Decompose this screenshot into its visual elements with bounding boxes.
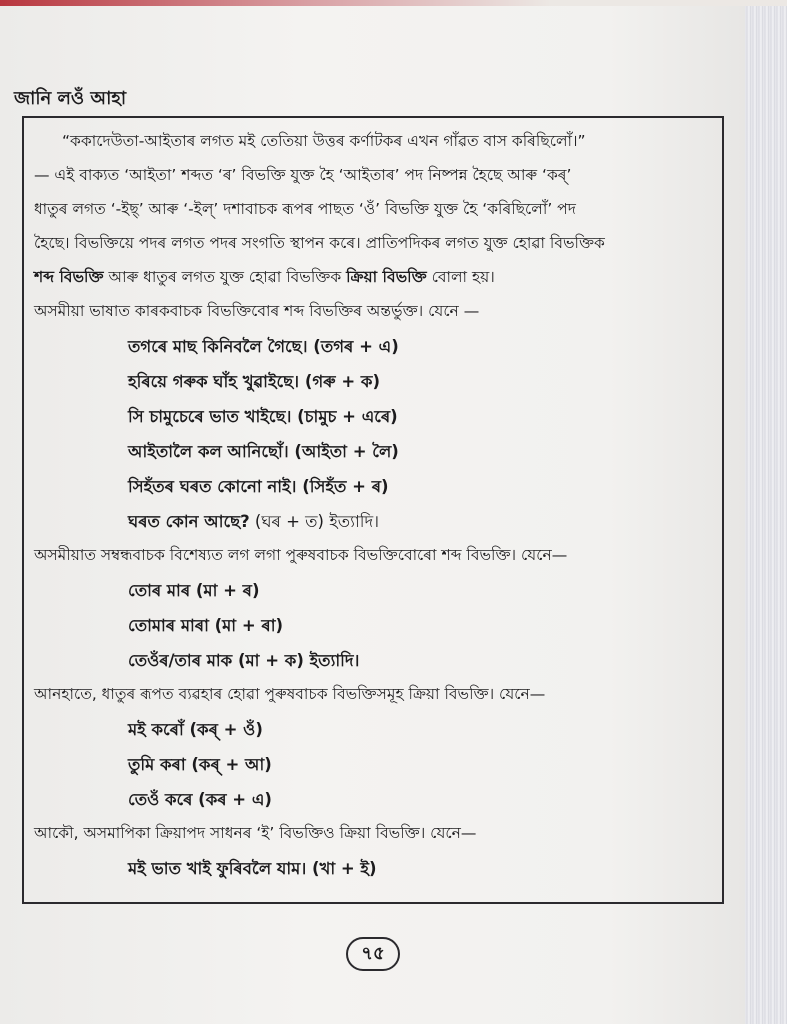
page-number: ৭৫ — [346, 937, 400, 971]
quote-line: “ককাদেউতা-আইতাৰ লগত মই তেতিয়া উত্তৰ কৰ্ণাটকৰ এখন গাঁৱত বাস কৰিছিলোঁ।” — [62, 132, 586, 150]
page-edge — [745, 0, 787, 1024]
intro-kriya: আনহাতে, ধাতুৰ ৰূপত ব্যৱহাৰ হোৱা পুৰুষবাচক বিভক্তিসমূহ ক্ৰিয়া বিভক্তি। যেনে— — [34, 685, 546, 703]
example-item: তেওঁ কৰে (কৰ + এ) — [128, 790, 272, 809]
explanation-line-4 — [34, 265, 495, 291]
explanation-line-3: হৈছে। বিভক্তিয়ে পদৰ লগত পদৰ সংগতি স্থাপন কৰে। প্ৰাতিপদিকৰ লগত যুক্ত হোৱা বিভক্তিক — [34, 234, 605, 252]
example-item: হৰিয়ে গৰুক ঘাঁহ খুৱাইছে। (গৰু + ক) — [128, 372, 380, 391]
example-item: তোৰ মাৰ (মা + ৰ) — [128, 581, 260, 600]
example-item: তগৰে মাছ কিনিবলৈ গৈছে। (তগৰ + এ) — [128, 337, 399, 356]
intro-karak: অসমীয়া ভাষাত কাৰকবাচক বিভক্তিবোৰ শব্দ বিভক্তিৰ অন্তৰ্ভুক্ত। যেনে — — [34, 302, 480, 320]
example-item-last — [128, 509, 379, 536]
term-shabda-bibhakti: শব্দ বিভক্তি — [34, 268, 104, 286]
section-header: জানি লওঁ আহা — [14, 88, 127, 109]
intro-asamapika: আকৌ, অসমাপিকা ক্ৰিয়াপদ সাধনৰ ‘ই’ বিভক্তিও ক্ৰিয়া বিভক্তি। যেনে— — [34, 824, 477, 842]
example-item: তুমি কৰা (কৰ্ + আ) — [128, 755, 272, 774]
example-item: সিহঁতৰ ঘৰত কোনো নাই। (সিহঁত + ৰ) — [128, 477, 389, 496]
example-item: আইতালৈ কল আনিছোঁ। (আইতা + লৈ) — [128, 442, 399, 461]
example-item: তেওঁৰ/তাৰ মাক (মা + ক) ইত্যাদি। — [128, 651, 360, 670]
explanation-end: বোলা হয়। — [426, 268, 495, 286]
example-bold: ঘৰত কোন আছে? — [128, 512, 250, 531]
example-item: তোমাৰ মাৰা (মা + ৰা) — [128, 616, 284, 635]
example-rest: (ঘৰ + ত) ইত্যাদি। — [249, 512, 380, 531]
example-item: মই কৰোঁ (কৰ্ + ওঁ) — [128, 720, 263, 739]
term-kriya-bibhakti: ক্ৰিয়া বিভক্তি — [346, 268, 427, 286]
example-item: সি চামুচেৰে ভাত খাইছে। (চামুচ + এৰে) — [128, 407, 398, 426]
top-band — [0, 0, 787, 6]
example-item: মই ভাত খাই ফুৰিবলৈ যাম। (খা + ই) — [128, 859, 377, 878]
explanation-mid: আৰু ধাতুৰ লগত যুক্ত হোৱা বিভক্তিক — [103, 268, 347, 286]
explanation-line-2: ধাতুৰ লগত ‘-ইছ্’ আৰু ‘-ইল্’ দশাবাচক ৰূপৰ পাছত ‘ওঁ’ বিভক্তি যুক্ত হৈ ‘কৰিছিলোঁ’ পদ — [34, 200, 576, 218]
intro-sambandha: অসমীয়াত সম্বন্ধবাচক বিশেষ্যত লগ লগা পুৰুষবাচক বিভক্তিবোৰো শব্দ বিভক্তি। যেনে— — [34, 546, 568, 564]
explanation-line-1: — এই বাক্যত ‘আইতা’ শব্দত ‘ৰ’ বিভক্তি যুক্ত হৈ ‘আইতাৰ’ পদ নিষ্পন্ন হৈছে আৰু ‘কৰ্’ — [34, 166, 572, 184]
